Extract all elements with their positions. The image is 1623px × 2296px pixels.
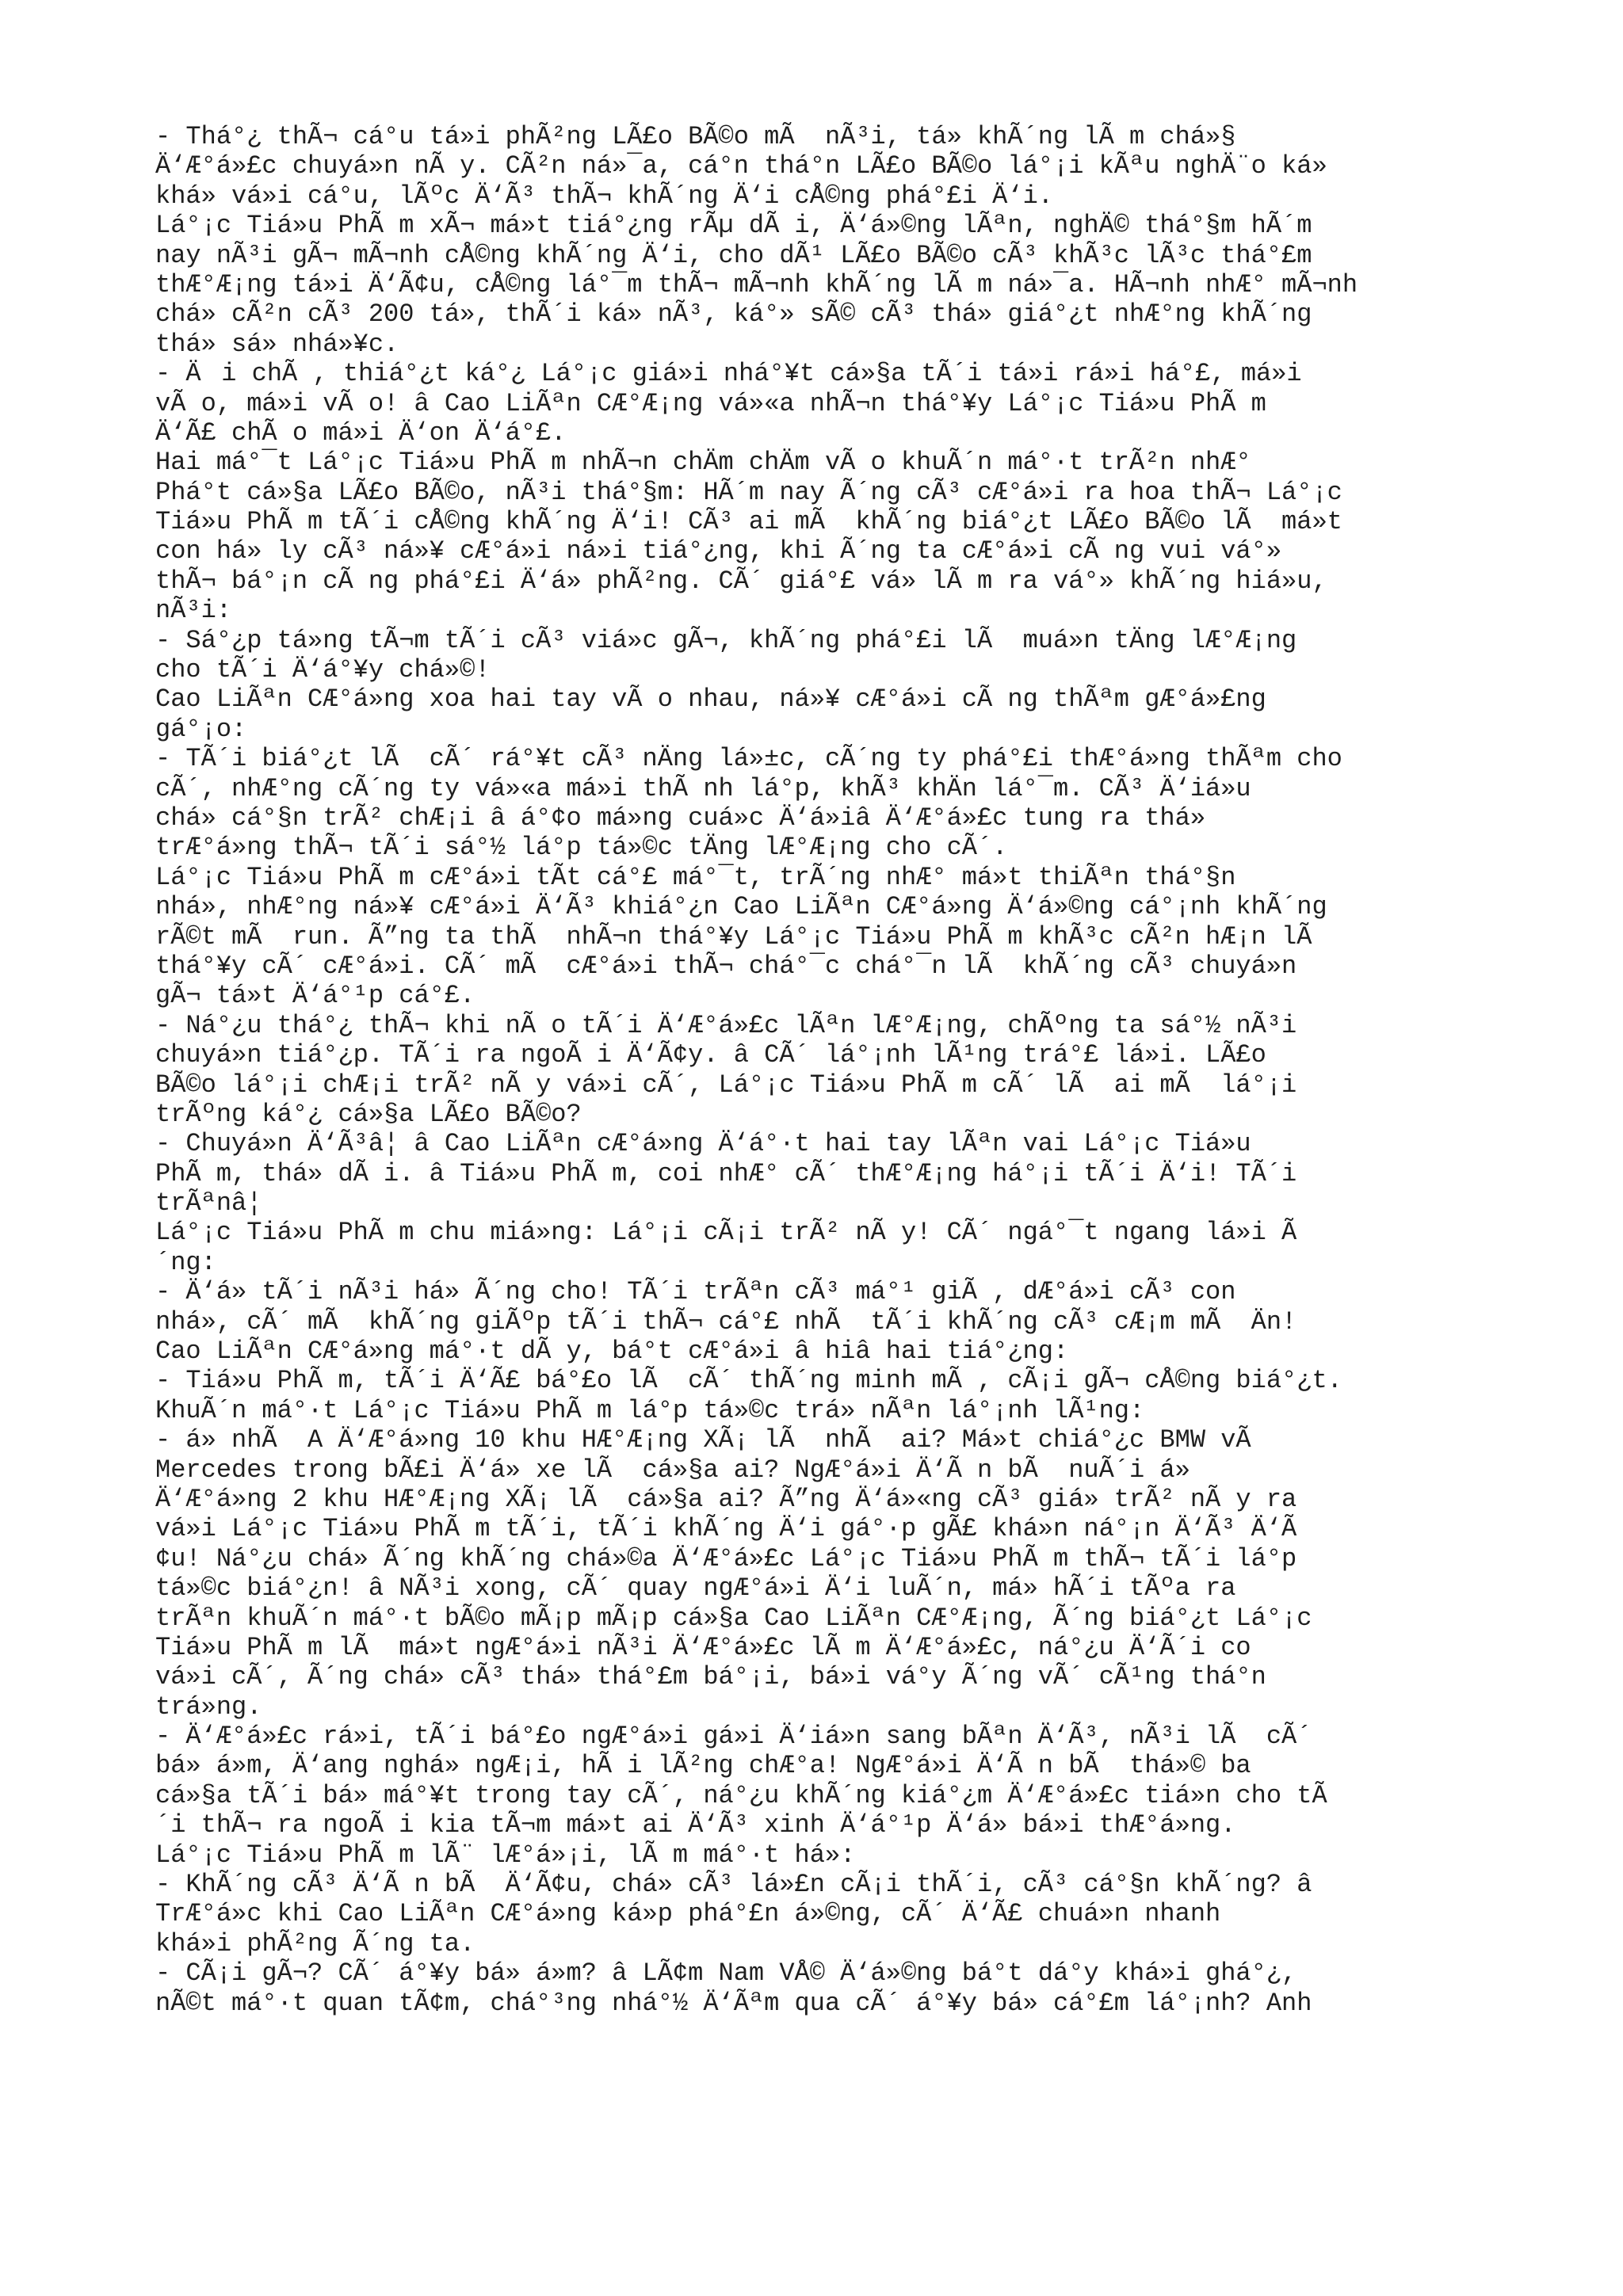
- text-line: - Ä‘á» tÃ´i nÃ³i há» Ã´ng cho! TÃ´i trÃªn cÃ³ má°¹ giÃ , dÆ°á»i cÃ³ con: [155, 1277, 1236, 1307]
- text-line: Mercedes trong bÃ£i Ä‘á» xe lÃ cá»§a ai? NgÆ°á»i Ä‘Ã n bÃ nuÃ´i á»: [155, 1455, 1190, 1485]
- text-line: vá»i cÃ´, Ã´ng chá» cÃ³ thá» thá°£m bá°¡i, bá»i vá°y Ã´ng vÃ´ cÃ¹ng thá°n: [155, 1662, 1266, 1692]
- text-line: nÃ³i:: [155, 596, 232, 626]
- text-line: Lá°¡c Tiá»u PhÃ m cÆ°á»i tÃt cá°£ má°¯t, trÃ´ng nhÆ° má»t thiÃªn thá°§n: [155, 862, 1236, 892]
- text-line: Ä‘Æ°á»£c chuyá»n nÃ y. CÃ²n ná»¯a, cá°n thá°n LÃ£o BÃ©o lá°¡i kÃªu nghÄ¨o ká»: [155, 151, 1327, 181]
- text-line: KhuÃ´n má°·t Lá°¡c Tiá»u PhÃ m lá°p tá»©c trá» nÃªn lá°¡nh lÃ¹ng:: [155, 1395, 1145, 1425]
- text-line: thÃ¬ bá°¡n cÃ ng phá°£i Ä‘á» phÃ²ng. CÃ´ giá°£ vá» lÃ m ra vá°» khÃ´ng hiá»u,: [155, 566, 1327, 596]
- text-line: thá°¥y cÃ´ cÆ°á»i. CÃ´ mÃ cÆ°á»i thÃ¬ chá°¯c chá°¯n lÃ khÃ´ng cÃ³ chuyá»n: [155, 951, 1297, 981]
- text-line: - Tiá»u PhÃ m, tÃ´i Ä‘Ã£ bá°£o lÃ cÃ´ thÃ´ng minh mÃ , cÃ¡i gÃ¬ cÅ©ng biá°¿t.: [155, 1366, 1342, 1396]
- text-line: TrÆ°á»c khi Cao LiÃªn CÆ°á»ng ká»p phá°£n á»©ng, cÃ´ Ä‘Ã£ chuá»n nhanh: [155, 1899, 1221, 1929]
- text-line: - Sá°¿p tá»ng tÃ¬m tÃ´i cÃ³ viá»c gÃ¬, khÃ´ng phá°£i lÃ muá»n tÄng lÆ°Æ¡ng: [155, 625, 1297, 655]
- text-line: thá» sá» nhá»¥c.: [155, 329, 399, 359]
- text-line: cá»§a tÃ´i bá» má°¥t trong tay cÃ´, ná°¿u khÃ´ng kiá°¿m Ä‘Æ°á»£c tiá»n cho tÃ: [155, 1780, 1327, 1810]
- text-line: nay nÃ³i gÃ¬ mÃ¬nh cÅ©ng khÃ´ng Ä‘i, cho dÃ¹ LÃ£o BÃ©o cÃ³ khÃ³c lÃ³c thá°£m: [155, 240, 1312, 270]
- text-line: cho tÃ´i Ä‘á°¥y chá»©!: [155, 655, 491, 685]
- text-line: cÃ´, nhÆ°ng cÃ´ng ty vá»«a má»i thÃ nh lá°p, khÃ³ khÄn lá°¯m. CÃ³ Ä‘iá»u: [155, 773, 1251, 803]
- text-line: nÃ©t má°·t quan tÃ¢m, chá°³ng nhá°½ Ä‘Ãªm qua cÃ´ á°¥y bá» cá°£m lá°¡nh? Anh: [155, 1988, 1312, 2018]
- text-line: trÆ°á»ng thÃ¬ tÃ´i sá°½ lá°p tá»©c tÄng lÆ°Æ¡ng cho cÃ´.: [155, 833, 1008, 863]
- text-line: - KhÃ´ng cÃ³ Ä‘Ã n bÃ Ä‘Ã¢u, chá» cÃ³ lá»£n cÃ¡i thÃ´i, cÃ³ cá°§n khÃ´ng? â: [155, 1870, 1312, 1900]
- text-line: trá»ng.: [155, 1691, 262, 1722]
- text-line: Ä‘Æ°á»ng 2 khu HÆ°Æ¡ng XÃ¡ lÃ cá»§a ai? Ã”ng Ä‘á»«ng cÃ³ giá» trÃ² nÃ y ra: [155, 1484, 1297, 1514]
- text-line: thÆ°Æ¡ng tá»i Ä‘Ã¢u, cÅ©ng lá°¯m thÃ¬ mÃ¬nh khÃ´ng lÃ m ná»¯a. HÃ¬nh nhÆ° mÃ¬nh: [155, 269, 1358, 299]
- text-line: tá»©c biá°¿n! â NÃ³i xong, cÃ´ quay ngÆ°á»i Ä‘i luÃ´n, má» hÃ´i tÃºa ra: [155, 1573, 1236, 1604]
- text-line: Lá°¡c Tiá»u PhÃ m chu miá»ng: Lá°¡i cÃ¡i trÃ² nÃ y! CÃ´ ngá°¯t ngang lá»i Ã: [155, 1218, 1297, 1248]
- text-line: Ä‘Ã£ chÃ o má»i Ä‘on Ä‘á°£.: [155, 418, 567, 448]
- text-line: Tiá»u PhÃ m tÃ´i cÅ©ng khÃ´ng Ä‘i! CÃ³ ai mÃ khÃ´ng biá°¿t LÃ£o BÃ©o lÃ má»t: [155, 507, 1342, 537]
- text-line: nhá», cÃ´ mÃ khÃ´ng giÃºp tÃ´i thÃ¬ cá°£ nhÃ tÃ´i khÃ´ng cÃ³ cÆ¡m mÃ Än!: [155, 1306, 1297, 1337]
- text-line: ´i thÃ¬ ra ngoÃ i kia tÃ¬m má»t ai Ä‘Ã³ xinh Ä‘á°¹p Ä‘á» bá»i thÆ°á»ng.: [155, 1810, 1236, 1840]
- text-line: BÃ©o lá°¡i chÆ¡i trÃ² nÃ y vá»i cÃ´, Lá°¡c Tiá»u PhÃ m cÃ´ lÃ ai mÃ lá°¡i: [155, 1070, 1297, 1100]
- text-line: bá» á»m, Ä‘ang nghá» ngÆ¡i, hÃ i lÃ²ng chÆ°a! NgÆ°á»i Ä‘Ã n bÃ thá»© ba: [155, 1751, 1251, 1781]
- text-line: - Ná°¿u thá°¿ thÃ¬ khi nÃ o tÃ´i Ä‘Æ°á»£c lÃªn lÆ°Æ¡ng, chÃºng ta sá°½ nÃ³i: [155, 1010, 1297, 1040]
- text-line: ¢u! Ná°¿u chá» Ã´ng khÃ´ng chá»©a Ä‘Æ°á»£c Lá°¡c Tiá»u PhÃ m thÃ¬ tÃ´i lá°p: [155, 1543, 1297, 1573]
- text-line: chá» cá°§n trÃ² chÆ¡i â á°¢o má»ng cuá»c Ä‘á»iâ Ä‘Æ°á»£c tung ra thá»: [155, 803, 1206, 833]
- text-line: - á» nhÃ A Ä‘Æ°á»ng 10 khu HÆ°Æ¡ng XÃ¡ lÃ nhÃ ai? Má»t chiá°¿c BMW vÃ: [155, 1425, 1251, 1455]
- document-page: [155, 122, 1503, 2018]
- text-line: rÃ©t mÃ run. Ã”ng ta thÃ nhÃ¬n thá°¥y Lá°¡c Tiá»u PhÃ m khÃ³c cÃ²n hÆ¡n lÃ: [155, 921, 1327, 952]
- text-line: trÃºng ká°¿ cá»§a LÃ£o BÃ©o?: [155, 1099, 582, 1129]
- text-line: trÃªnâ¦: [155, 1188, 262, 1219]
- text-line: chuyá»n tiá°¿p. TÃ´i ra ngoÃ i Ä‘Ã¢y. â CÃ´ lá°¡nh lÃ¹ng trá°£ lá»i. LÃ£o: [155, 1040, 1266, 1070]
- text-line: PhÃ m, thá» dÃ i. â Tiá»u PhÃ m, coi nhÆ° cÃ´ thÆ°Æ¡ng há°¡i tÃ´i Ä‘i! TÃ´i: [155, 1158, 1297, 1188]
- text-line: Phá°t cá»§a LÃ£o BÃ©o, nÃ³i thá°§m: HÃ´m nay Ã´ng cÃ³ cÆ°á»i ra hoa thÃ¬ Lá°¡c: [155, 477, 1342, 507]
- text-line: chá» cÃ²n cÃ³ 200 tá», thÃ´i ká» nÃ³, ká°» sÃ© cÃ³ thá» giá°¿t nhÆ°ng khÃ´ng: [155, 299, 1312, 330]
- text-line: con há» ly cÃ³ ná»¥ cÆ°á»i ná»i tiá°¿ng, khi Ã´ng ta cÆ°á»i cÃ ng vui vá°»: [155, 536, 1282, 566]
- text-line: khá» vá»i cá°u, lÃºc Ä‘Ã³ thÃ¬ khÃ´ng Ä‘i cÅ©ng phá°£i Ä‘i.: [155, 181, 1053, 211]
- text-line: - Thá°¿ thÃ¬ cá°u tá»i phÃ²ng LÃ£o BÃ©o mÃ nÃ³i, tá» khÃ´ng lÃ m chá»§: [155, 122, 1236, 151]
- text-line: Lá°¡c Tiá»u PhÃ m lÃ¨ lÆ°á»¡i, lÃ m má°·t há»:: [155, 1840, 856, 1870]
- text-line: trÃªn khuÃ´n má°·t bÃ©o mÃ¡p mÃ¡p cá»§a Cao LiÃªn CÆ°Æ¡ng, Ã´ng biá°¿t Lá°¡c: [155, 1603, 1312, 1633]
- text-line: - Äi chÃ , thiá°¿t ká°¿ Lá°¡c giá»i nhá°¥t cá»§a tÃ´i tá»i rá»i há°£, má»i: [155, 359, 1302, 389]
- text-line: Tiá»u PhÃ m lÃ má»t ngÆ°á»i nÃ³i Ä‘Æ°á»£c lÃ m Ä‘Æ°á»£c, ná°¿u Ä‘Ã´i co: [155, 1632, 1251, 1662]
- text-line: ´ng:: [155, 1247, 216, 1277]
- text-line: khá»i phÃ²ng Ã´ng ta.: [155, 1928, 475, 1958]
- text-line: Hai má°¯t Lá°¡c Tiá»u PhÃ m nhÃ¬n chÄm chÄm vÃ o khuÃ´n má°·t trÃ²n nhÆ°: [155, 448, 1251, 478]
- text-line: - Ä‘Æ°á»£c rá»i, tÃ´i bá°£o ngÆ°á»i gá»i Ä‘iá»n sang bÃªn Ä‘Ã³, nÃ³i lÃ cÃ´: [155, 1722, 1312, 1752]
- text-line: gÃ¬ tá»t Ä‘á°¹p cá°£.: [155, 981, 475, 1011]
- text-line: - TÃ´i biá°¿t lÃ cÃ´ rá°¥t cÃ³ nÄng lá»±c, cÃ´ng ty phá°£i thÆ°á»ng thÃªm cho: [155, 744, 1342, 774]
- text-line: Cao LiÃªn CÆ°á»ng xoa hai tay vÃ o nhau, ná»¥ cÆ°á»i cÃ ng thÃªm gÆ°á»£ng: [155, 685, 1266, 715]
- text-line: - CÃ¡i gÃ¬? CÃ´ á°¥y bá» á»m? â LÃ¢m Nam VÅ© Ä‘á»©ng bá°t dá°y khá»i ghá°¿,: [155, 1958, 1297, 1989]
- text-line: Cao LiÃªn CÆ°á»ng má°·t dÃ y, bá°t cÆ°á»i â hiâ hai tiá°¿ng:: [155, 1337, 1069, 1367]
- text-line: vá»i Lá°¡c Tiá»u PhÃ m tÃ´i, tÃ´i khÃ´ng Ä‘i gá°·p gÃ£ khá»n ná°¡n Ä‘Ã³ Ä‘Ã: [155, 1514, 1297, 1544]
- text-line: vÃ o, má»i vÃ o! â Cao LiÃªn CÆ°Æ¡ng vá»«a nhÃ¬n thá°¥y Lá°¡c Tiá»u PhÃ m: [155, 388, 1266, 418]
- text-line: nhá», nhÆ°ng ná»¥ cÆ°á»i Ä‘Ã³ khiá°¿n Cao LiÃªn CÆ°á»ng Ä‘á»©ng cá°¡nh khÃ´ng: [155, 892, 1327, 922]
- text-line: Lá°¡c Tiá»u PhÃ m xÃ¬ má»t tiá°¿ng rÃµ dÃ i, Ä‘á»©ng lÃªn, nghÄ© thá°§m hÃ´m: [155, 211, 1312, 241]
- text-line: gá°¡o:: [155, 714, 247, 744]
- text-line: - Chuyá»n Ä‘Ã³â¦ â Cao LiÃªn cÆ°á»ng Ä‘á°·t hai tay lÃªn vai Lá°¡c Tiá»u: [155, 1129, 1251, 1159]
